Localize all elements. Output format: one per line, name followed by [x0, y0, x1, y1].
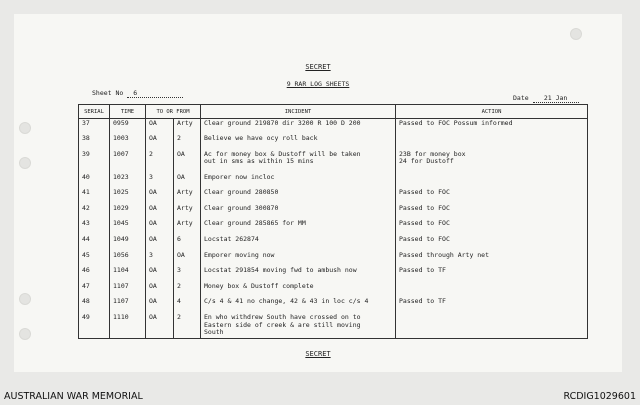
cell-time: 1003: [110, 134, 146, 150]
cell-serial: 44: [79, 235, 110, 251]
cell-serial: 39: [79, 150, 110, 173]
sheet-number-label: Sheet No: [92, 89, 124, 97]
cell-incident: Clear ground 280850: [201, 188, 396, 204]
header-serial: SERIAL: [79, 105, 110, 119]
cell-to: OA: [146, 204, 174, 220]
header-action: ACTION: [396, 105, 588, 119]
date-field: [513, 94, 579, 103]
classification-header: SECRET: [305, 63, 331, 71]
cell-action: [396, 173, 588, 189]
punch-hole: [19, 122, 31, 134]
cell-to: OA: [146, 119, 174, 135]
cell-incident: Emporer now incloc: [201, 173, 396, 189]
cell-serial: 45: [79, 251, 110, 267]
table-row: [79, 173, 588, 189]
cell-time: 1107: [110, 297, 146, 313]
institution-name: AUSTRALIAN WAR MEMORIAL: [4, 391, 143, 402]
cell-time: 1104: [110, 266, 146, 282]
cell-from: OA: [174, 150, 201, 173]
header-time: TIME: [110, 105, 146, 119]
punch-hole: [19, 328, 31, 340]
cell-from: OA: [174, 173, 201, 189]
punch-hole: [19, 157, 31, 169]
table-row: [79, 313, 588, 338]
cell-incident: C/s 4 & 41 no change, 42 & 43 in loc c/s 4: [201, 297, 396, 313]
date-value: 21 Jan: [533, 94, 579, 103]
cell-action: Passed to FOC: [396, 204, 588, 220]
cell-action: Passed to TF: [396, 266, 588, 282]
cell-incident: Emporer moving now: [201, 251, 396, 267]
table-row: [79, 251, 588, 267]
table-row: [79, 235, 588, 251]
cell-from: 2: [174, 282, 201, 298]
cell-from: Arty: [174, 204, 201, 220]
table-row: [79, 134, 588, 150]
table-row: [79, 188, 588, 204]
cell-action: Passed to FOC: [396, 219, 588, 235]
cell-to: 3: [146, 251, 174, 267]
cell-time: 1023: [110, 173, 146, 189]
cell-action: Passed to FOC: [396, 235, 588, 251]
cell-time: 1025: [110, 188, 146, 204]
cell-incident: Clear ground 300870: [201, 204, 396, 220]
cell-to: OA: [146, 219, 174, 235]
cell-to: OA: [146, 266, 174, 282]
cell-action: 23B for money box 24 for Dustoff: [396, 150, 588, 173]
cell-time: 1007: [110, 150, 146, 173]
cell-to: OA: [146, 282, 174, 298]
cell-to: OA: [146, 313, 174, 338]
cell-from: Arty: [174, 188, 201, 204]
table-row: [79, 119, 588, 135]
punch-hole: [19, 293, 31, 305]
table-row: [79, 150, 588, 173]
table-header-row: [79, 105, 588, 119]
table-row: [79, 282, 588, 298]
cell-serial: 40: [79, 173, 110, 189]
cell-serial: 43: [79, 219, 110, 235]
cell-action: Passed to TF: [396, 297, 588, 313]
cell-to: OA: [146, 134, 174, 150]
cell-time: 1045: [110, 219, 146, 235]
sheet-number: [92, 89, 183, 98]
cell-to: 3: [146, 173, 174, 189]
cell-from: 2: [174, 134, 201, 150]
cell-from: OA: [174, 251, 201, 267]
cell-action: Passed to FOC Possum informed: [396, 119, 588, 135]
cell-serial: 41: [79, 188, 110, 204]
date-label: Date: [513, 94, 529, 102]
cell-incident: Locstat 291854 moving fwd to ambush now: [201, 266, 396, 282]
cell-serial: 48: [79, 297, 110, 313]
cell-from: 4: [174, 297, 201, 313]
cell-to: OA: [146, 297, 174, 313]
cell-time: 1110: [110, 313, 146, 338]
cell-from: Arty: [174, 219, 201, 235]
sheet-number-value: 6: [127, 89, 183, 98]
cell-serial: 38: [79, 134, 110, 150]
cell-serial: 46: [79, 266, 110, 282]
cell-serial: 49: [79, 313, 110, 338]
cell-from: Arty: [174, 119, 201, 135]
cell-serial: 47: [79, 282, 110, 298]
header-to-or-from: TO OR FROM: [146, 105, 201, 119]
cell-to: 2: [146, 150, 174, 173]
cell-to: OA: [146, 235, 174, 251]
record-id: RCDIG1029601: [563, 391, 636, 402]
cell-incident: Money box & Dustoff complete: [201, 282, 396, 298]
credit-bar: [0, 388, 640, 405]
cell-incident: Ac for money box & Dustoff will be taken out in sms as within 15 mins: [201, 150, 396, 173]
log-sheet-page: [14, 14, 622, 372]
page-title: 9 RAR LOG SHEETS: [286, 80, 350, 88]
header-incident: INCIDENT: [201, 105, 396, 119]
log-table: [78, 104, 588, 339]
cell-incident: Believe we have ocy roll back: [201, 134, 396, 150]
cell-time: 1107: [110, 282, 146, 298]
cell-incident: Clear ground 219870 dir 3200 R 100 D 200: [201, 119, 396, 135]
table-row: [79, 219, 588, 235]
cell-time: 0959: [110, 119, 146, 135]
cell-from: 2: [174, 313, 201, 338]
cell-from: 6: [174, 235, 201, 251]
cell-to: OA: [146, 188, 174, 204]
cell-serial: 37: [79, 119, 110, 135]
cell-action: Passed through Arty net: [396, 251, 588, 267]
cell-time: 1056: [110, 251, 146, 267]
cell-time: 1049: [110, 235, 146, 251]
cell-action: Passed to FOC: [396, 188, 588, 204]
classification-footer: SECRET: [305, 350, 331, 358]
cell-action: [396, 282, 588, 298]
cell-time: 1029: [110, 204, 146, 220]
table-row: [79, 204, 588, 220]
table-row: [79, 297, 588, 313]
table-row: [79, 266, 588, 282]
cell-serial: 42: [79, 204, 110, 220]
cell-incident: Clear ground 285865 for MM: [201, 219, 396, 235]
cell-incident: En who withdrew South have crossed on to Eastern side of creek & are still moving South: [201, 313, 396, 338]
cell-incident: Locstat 262874: [201, 235, 396, 251]
cell-from: 3: [174, 266, 201, 282]
punch-hole: [570, 28, 582, 40]
cell-action: [396, 313, 588, 338]
cell-action: [396, 134, 588, 150]
